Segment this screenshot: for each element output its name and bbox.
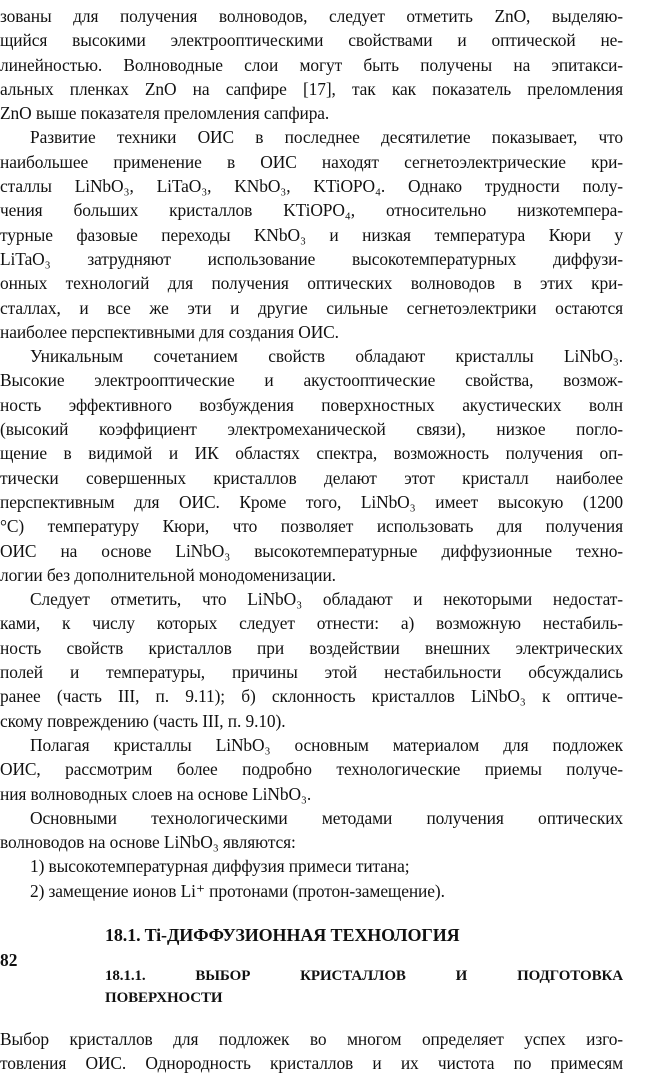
paragraph-ois-development	[0, 125, 623, 344]
paragraph-continued	[0, 4, 623, 125]
text-line: ния волноводных слоев на основе LiNbO₃.	[0, 783, 312, 804]
text-line: ОИС, рассмотрим более подробно технологические приемы получе-	[0, 759, 623, 780]
text-line: турные фазовые переходы KNbO₃ и низкая температура Кюри у	[0, 224, 623, 245]
text-line: ранее (часть III, п. 9.11); б) склонность кристаллов LiNbO₃ к оптиче-	[0, 686, 623, 707]
text-line: полей и температуры, причины этой нестабильности обсуждались	[0, 662, 623, 683]
text-line: Полагая кристаллы LiNbO₃ основным материалом для подложек	[30, 734, 623, 755]
list-item: 2) замещение ионов Li⁺ протонами (протон-замещение).	[30, 880, 445, 901]
text-line: Выбор кристаллов для подложек во многом определяет успех изго-	[0, 1028, 623, 1049]
text-line: наибольшее применение в ОИС находят сегнетоэлектрические кри-	[0, 151, 623, 172]
subsection-heading	[105, 965, 623, 1009]
text-line: сталлы LiNbO₃, LiTaO₃, KNbO₃, KTiOPO₄. Однако трудности полу-	[0, 176, 623, 197]
text-line: чения больших кристаллов KTiOPO₄, относительно низкотемпера-	[0, 200, 623, 221]
text-line: наиболее перспективными для создания ОИС.	[0, 321, 339, 342]
text-line: ность эффективного возбуждения поверхностных акустических волн	[0, 394, 623, 415]
text-line: ками, к числу которых следует отнести: а) возможную нестабиль-	[0, 613, 623, 634]
paragraph-crystal-selection	[0, 1027, 623, 1076]
text-line: товления ОИС. Однородность кристаллов и их чистота по примесям	[0, 1053, 623, 1074]
list-item: 1) высокотемпературная диффузия примеси титана;	[30, 856, 410, 877]
text-line: ОИС на основе LiNbO₃ высокотемпературные диффузионные техно-	[0, 540, 623, 561]
text-line: LiTaO₃ затрудняют использование высокотемпературных диффузи-	[0, 248, 623, 269]
text-line: онных технологий для получения оптических волноводов в этих кри-	[0, 273, 623, 294]
paragraph-linbo3-drawbacks	[0, 587, 623, 733]
text-line: °С) температуру Кюри, что позволяет использовать для получения	[0, 516, 623, 537]
section-heading: 18.1. Ti-ДИФФУЗИОННАЯ ТЕХНОЛОГИЯ	[105, 924, 460, 945]
text-line: ность свойств кристаллов при воздействии внешних электрических	[0, 637, 623, 658]
text-line: зованы для получения волноводов, следует отметить ZnO, выделяю-	[0, 6, 623, 26]
subsection-heading-line: 18.1.1. ВЫБОР КРИСТАЛЛОВ И ПОДГОТОВКА	[105, 967, 623, 984]
text-line: перспективным для ОИС. Кроме того, LiNbO₃ имеет высокую (1200	[0, 491, 623, 512]
text-line: Следует отметить, что LiNbO₃ обладают и некоторыми недостат-	[30, 589, 623, 610]
methods-list	[0, 854, 623, 903]
text-line: сталлах, и все же эти и другие сильные сегнетоэлектрики остаются	[0, 297, 623, 318]
text-line: линейностью. Волноводные слои могут быть получены на эпитакси-	[0, 54, 623, 75]
text-line: Основными технологическими методами получения оптических	[30, 807, 623, 828]
text-line: (высокий коэффициент электромеханической связи), низкое погло-	[0, 419, 623, 440]
text-line: логии без дополнительной монодоменизации.	[0, 564, 336, 585]
page-number: 82	[0, 950, 18, 970]
text-line: Уникальным сочетанием свойств обладают кристаллы LiNbO₃.	[30, 346, 623, 367]
text-line: скому повреждению (часть III, п. 9.10).	[0, 710, 286, 731]
text-line: щение в видимой и ИК областях спектра, возможность получения оп-	[0, 443, 623, 464]
paragraph-linbo3-properties	[0, 344, 623, 587]
subsection-heading-line: ПОВЕРХНОСТИ	[105, 989, 223, 1006]
paragraph-methods-intro	[0, 806, 623, 855]
text-line: ZnO выше показателя преломления сапфира.	[0, 103, 330, 124]
paragraph-substrate-choice	[0, 733, 623, 806]
text-line: альных пленках ZnO на сапфире [17], так как показатель преломления	[0, 78, 623, 99]
text-line: тически совершенных кристаллов делают этот кристалл наиболее	[0, 467, 623, 488]
text-line: щийся высокими электрооптическими свойствами и оптической не-	[0, 30, 623, 51]
text-line: Высокие электрооптические и акустооптические свойства, возмож-	[0, 370, 623, 391]
text-line: волноводов на основе LiNbO₃ являются:	[0, 832, 296, 853]
text-line: Развитие техники ОИС в последнее десятилетие показывает, что	[30, 127, 623, 148]
body-text	[0, 4, 623, 1076]
